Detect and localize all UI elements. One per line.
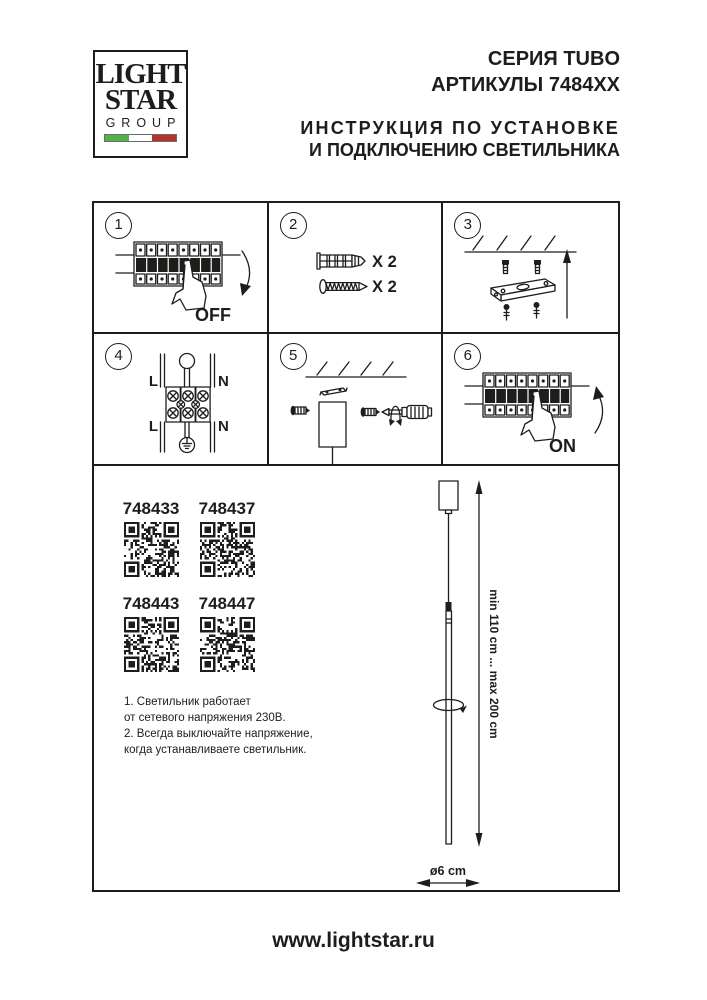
- dowel-qty-label: X 2: [371, 253, 397, 271]
- screw-icons: [504, 302, 540, 320]
- anchor-icons: [502, 260, 541, 274]
- canopy-icon: [319, 402, 346, 464]
- series-title: СЕРИЯ TUBO: [487, 48, 620, 70]
- screwdriver-icon: [382, 405, 432, 426]
- ground-symbol: [180, 437, 195, 452]
- mounting-bracket-icon: [491, 279, 555, 301]
- installation-steps-grid: [92, 201, 620, 466]
- terminal-label-n-top: N: [218, 372, 229, 390]
- article-748433: 748433: [122, 499, 180, 518]
- instruction-title: [300, 118, 620, 161]
- article-748447: 748447: [198, 594, 256, 613]
- instruction-title-line2: И ПОДКЛЮЧЕНИЮ СВЕТИЛЬНИКА: [309, 139, 620, 160]
- note-line-4: когда устанавливаете светильник.: [124, 744, 307, 756]
- flag-white: [129, 135, 153, 141]
- logo-word-group: GROUP: [105, 116, 182, 130]
- step-4-number: 4: [105, 343, 132, 370]
- note-line-3: 2. Всегда выключайте напряжение,: [124, 728, 313, 740]
- italian-flag-stripe: [104, 134, 177, 142]
- height-dimension: [476, 480, 502, 847]
- product-panel: [92, 466, 620, 892]
- step-6-panel: [443, 334, 618, 465]
- diameter-dimension: [416, 864, 480, 887]
- instruction-title-line1: ИНСТРУКЦИЯ ПО УСТАНОВКЕ: [300, 118, 620, 138]
- articles-title: АРТИКУЛЫ 7484XX: [431, 74, 620, 96]
- flag-red: [152, 135, 176, 141]
- ceiling-line: [306, 362, 406, 377]
- terminal-label-n-bottom: N: [218, 417, 229, 435]
- article-748437: 748437: [198, 499, 256, 518]
- right-screw-icon: [360, 407, 379, 417]
- up-arrow-icon: [563, 249, 571, 318]
- step-5-number: 5: [280, 343, 307, 370]
- terminal-screws: [168, 390, 208, 417]
- ceiling-line: [465, 236, 576, 252]
- step-3-panel: [443, 203, 618, 334]
- step-2-panel: [269, 203, 444, 334]
- step-3-number: 3: [454, 212, 481, 239]
- step-1-number: 1: [105, 212, 132, 239]
- step-5-panel: [269, 334, 444, 465]
- screw-qty-label: X 2: [371, 278, 397, 296]
- step-2-number: 2: [280, 212, 307, 239]
- step-6-switch-label: ON: [549, 435, 577, 456]
- logo-word-star: STAR: [104, 84, 177, 116]
- height-range-label: min 110 cm ... max 200 cm: [487, 589, 501, 739]
- series-block: [431, 46, 620, 98]
- bracket-icon: [320, 388, 347, 395]
- terminal-label-l-bottom: L: [148, 417, 158, 435]
- lamp-drawing: [434, 481, 468, 844]
- step-6-number: 6: [454, 343, 481, 370]
- diameter-label: ø6 cm: [429, 864, 467, 878]
- pendant-lamp-diagram: [94, 466, 620, 890]
- step-1-panel: [94, 203, 269, 334]
- flag-green: [105, 135, 129, 141]
- step-4-panel: [94, 334, 269, 465]
- article-748443: 748443: [122, 594, 180, 613]
- note-line-2: от сетевого напряжения 230В.: [124, 712, 286, 724]
- step-1-switch-label: OFF: [195, 305, 231, 325]
- left-screw-icon: [290, 405, 309, 415]
- lightstar-logo: [93, 50, 188, 158]
- dowel-icon: [317, 253, 365, 269]
- logo-word-light: LIGHT: [95, 58, 186, 90]
- screw-icon: [319, 280, 366, 294]
- terminal-label-l-top: L: [148, 372, 158, 390]
- website-url: www.lightstar.ru: [272, 929, 435, 952]
- note-line-1: 1. Светильник работает: [124, 696, 251, 708]
